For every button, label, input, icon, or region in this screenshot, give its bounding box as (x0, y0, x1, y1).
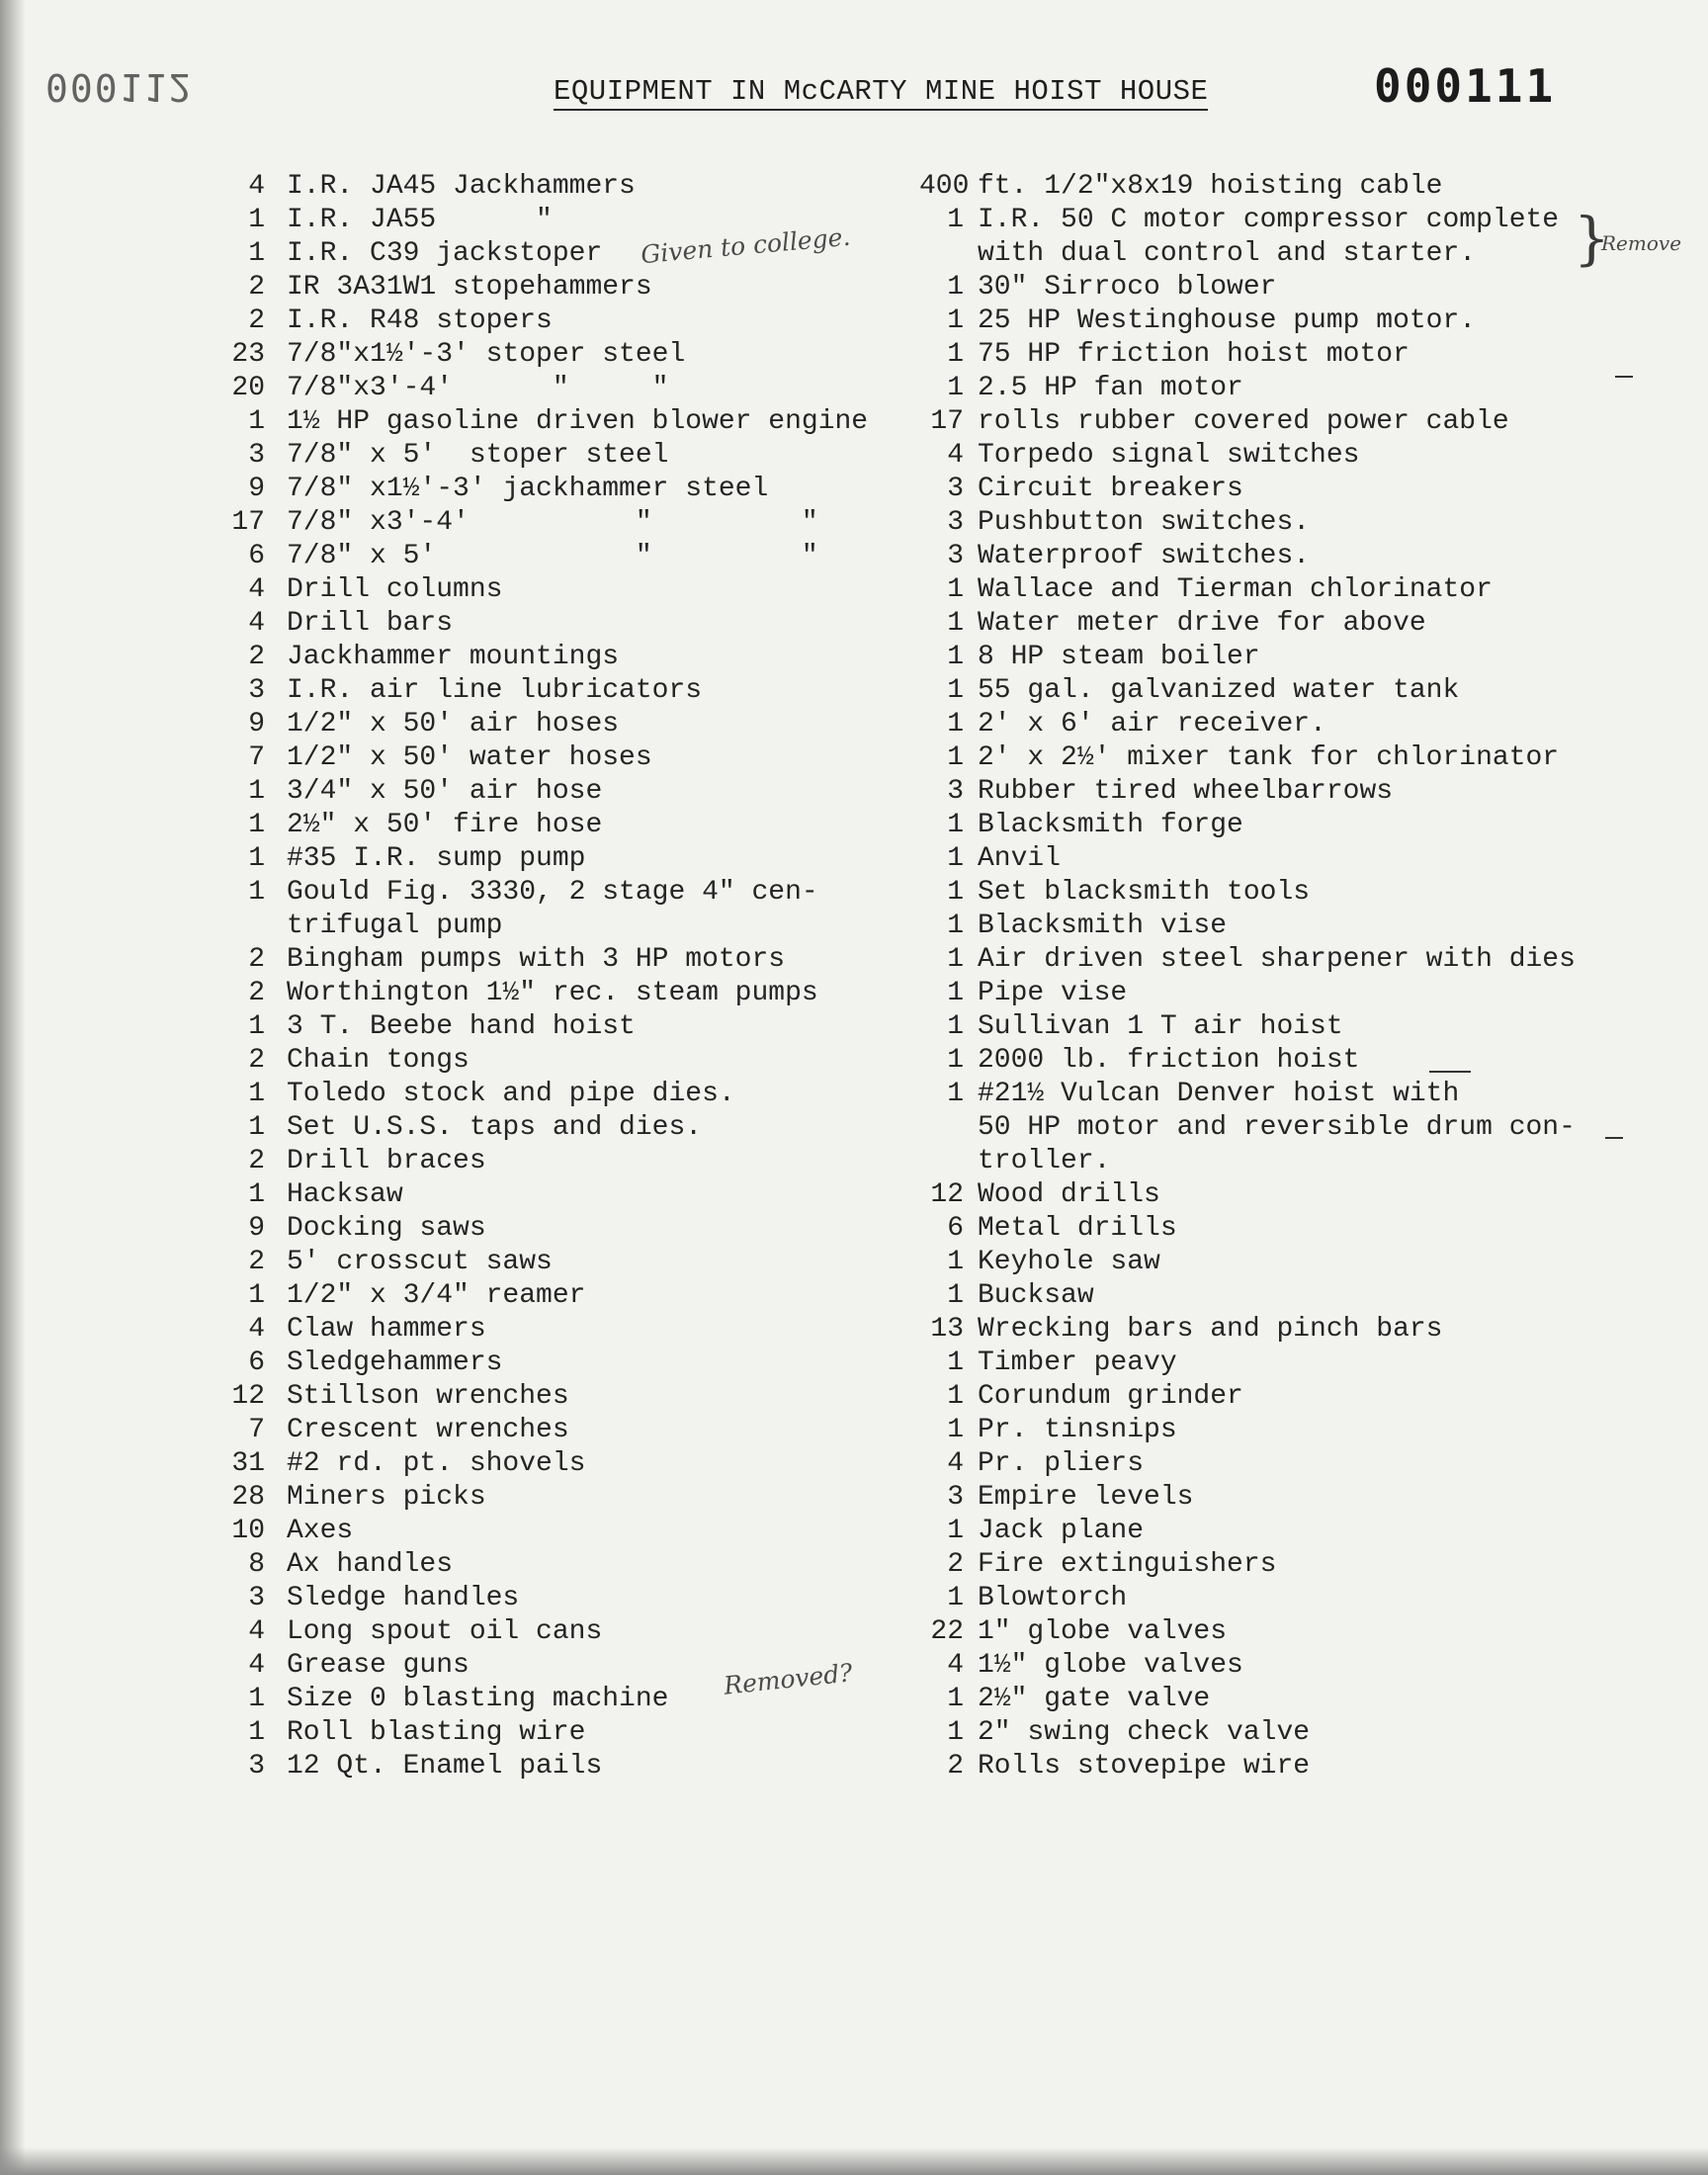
item-description: I.R. R48 stopers (287, 305, 553, 336)
item-quantity: 6 (248, 1348, 265, 1378)
list-item (919, 876, 1601, 910)
item-quantity: 1 (248, 1079, 265, 1109)
item-description: Rubber tired wheelbarrows (978, 776, 1394, 807)
list-item (215, 876, 907, 910)
page-number-stamp-right: 000111 (1374, 59, 1557, 113)
list-item (215, 1447, 907, 1481)
item-quantity: 1 (947, 843, 964, 874)
item-quantity: 1 (248, 1684, 265, 1714)
list-item (919, 1716, 1601, 1750)
item-quantity: 6 (248, 541, 265, 571)
item-quantity: 9 (248, 474, 265, 504)
list-item (919, 977, 1601, 1010)
item-description: Drill braces (287, 1146, 486, 1176)
list-item (215, 674, 907, 708)
item-quantity: 1 (947, 1280, 964, 1311)
item-description: Wallace and Tierman chlorinator (978, 574, 1493, 605)
item-quantity: 7 (248, 1415, 265, 1445)
item-quantity: 1 (947, 1415, 964, 1445)
list-item (919, 1347, 1601, 1380)
item-description: Blowtorch (978, 1583, 1128, 1613)
item-quantity: 2 (248, 1146, 265, 1176)
item-description: #2 rd. pt. shovels (287, 1448, 586, 1479)
item-quantity: 23 (231, 339, 265, 370)
item-description: 8 HP steam boiler (978, 642, 1260, 672)
margin-tick-mark (1605, 1137, 1623, 1139)
item-quantity: 1 (947, 944, 964, 975)
item-description: Keyhole saw (978, 1247, 1160, 1277)
item-description: 2000 lb. friction hoist (978, 1045, 1360, 1076)
item-quantity: 9 (248, 709, 265, 740)
item-description: Sledge handles (287, 1583, 520, 1613)
brace-mark: } (1574, 205, 1610, 272)
item-quantity: 1 (947, 205, 964, 235)
item-description: #21½ Vulcan Denver hoist with (978, 1079, 1460, 1109)
list-item (215, 1313, 907, 1347)
list-item (215, 842, 907, 876)
item-quantity: 1 (248, 843, 265, 874)
item-description: Fire extinguishers (978, 1549, 1277, 1580)
list-item (215, 540, 907, 573)
list-item (215, 1010, 907, 1044)
list-item (919, 641, 1601, 674)
list-item (215, 170, 907, 204)
list-item (215, 1515, 907, 1548)
item-quantity: 4 (947, 1650, 964, 1681)
list-item (919, 1582, 1601, 1615)
item-quantity: 3 (947, 776, 964, 807)
list-item (215, 1548, 907, 1582)
list-item (215, 1615, 907, 1649)
item-quantity: 2 (248, 978, 265, 1008)
item-description: 50 HP motor and reversible drum con- (978, 1112, 1576, 1143)
list-item (215, 1582, 907, 1615)
list-item (215, 741, 907, 775)
margin-tick-mark (1429, 1071, 1471, 1073)
item-description: Torpedo signal switches (978, 440, 1360, 471)
list-item (919, 372, 1601, 405)
item-description: 2.5 HP fan motor (978, 373, 1243, 403)
item-quantity: 1 (947, 1717, 964, 1748)
list-item (919, 506, 1601, 540)
list-item (215, 607, 907, 641)
item-description: 5' crosscut saws (287, 1247, 553, 1277)
list-item (215, 1380, 907, 1414)
item-description: Water meter drive for above (978, 608, 1426, 639)
item-description: 1½ HP gasoline driven blower engine (287, 406, 869, 437)
list-item (215, 1111, 907, 1145)
list-item (919, 1044, 1601, 1078)
item-quantity: 3 (947, 507, 964, 538)
item-description: Pushbutton switches. (978, 507, 1311, 538)
item-description: 7/8"x1½'-3' stoper steel (287, 339, 686, 370)
item-description: Drill columns (287, 574, 503, 605)
item-description: Crescent wrenches (287, 1415, 569, 1445)
item-quantity: 17 (231, 507, 265, 538)
list-item (919, 338, 1601, 372)
item-quantity: 3 (248, 675, 265, 706)
item-quantity: 1 (248, 1717, 265, 1748)
list-item (919, 1010, 1601, 1044)
item-quantity: 4 (248, 574, 265, 605)
item-quantity: 4 (248, 1616, 265, 1647)
margin-tick-mark (1615, 376, 1633, 378)
item-quantity: 1 (947, 608, 964, 639)
item-description: Waterproof switches. (978, 541, 1311, 571)
item-description: 1/2" x 3/4" reamer (287, 1280, 586, 1311)
item-quantity: 1 (248, 776, 265, 807)
item-description: Gould Fig. 3330, 2 stage 4" cen- (287, 877, 818, 908)
item-quantity: 8 (248, 1549, 265, 1580)
item-quantity: 9 (248, 1213, 265, 1244)
item-description: Miners picks (287, 1482, 486, 1513)
item-description: Blacksmith vise (978, 911, 1228, 941)
list-item (919, 439, 1601, 473)
item-description: 7/8"x3'-4' " " (287, 373, 669, 403)
list-item (919, 1078, 1601, 1111)
list-item (919, 943, 1601, 977)
item-description: Toledo stock and pipe dies. (287, 1079, 735, 1109)
item-description: Anvil (978, 843, 1062, 874)
item-quantity: 1 (947, 1348, 964, 1378)
list-item (215, 372, 907, 405)
item-quantity: 7 (248, 742, 265, 773)
item-quantity: 2 (947, 1549, 964, 1580)
item-description: 1" globe valves (978, 1616, 1228, 1647)
item-description: Sullivan 1 T air hoist (978, 1011, 1343, 1042)
item-description: Size 0 blasting machine (287, 1684, 669, 1714)
item-quantity: 1 (947, 272, 964, 303)
item-quantity: 4 (947, 1448, 964, 1479)
item-description: Air driven steel sharpener with dies (978, 944, 1576, 975)
item-quantity: 1 (947, 1516, 964, 1546)
list-item (919, 741, 1601, 775)
item-quantity: 10 (231, 1516, 265, 1546)
item-quantity: 1 (947, 1079, 964, 1109)
list-item (919, 573, 1601, 607)
handwritten-note-college: Given to college. (640, 221, 852, 270)
item-quantity: 1 (947, 675, 964, 706)
item-description: Bucksaw (978, 1280, 1094, 1311)
list-item (919, 1750, 1601, 1784)
list-item (919, 1515, 1601, 1548)
list-item (215, 910, 907, 943)
list-item (215, 1246, 907, 1279)
item-quantity: 1 (248, 205, 265, 235)
item-description: 2" swing check valve (978, 1717, 1311, 1748)
item-description: Corundum grinder (978, 1381, 1243, 1412)
item-description: I.R. air line lubricators (287, 675, 703, 706)
item-quantity: 1 (947, 742, 964, 773)
list-item (919, 1649, 1601, 1683)
item-description: Drill bars (287, 608, 454, 639)
list-item (215, 473, 907, 506)
item-description: ft. 1/2"x8x19 hoisting cable (978, 171, 1443, 202)
item-quantity (919, 237, 964, 271)
list-item (919, 674, 1601, 708)
item-quantity: 1 (248, 238, 265, 269)
item-description: Wood drills (978, 1179, 1160, 1210)
list-item (215, 506, 907, 540)
list-item (215, 271, 907, 304)
item-quantity: 17 (930, 406, 964, 437)
list-item (919, 1279, 1601, 1313)
item-quantity: 2 (248, 944, 265, 975)
item-quantity: 12 (231, 1381, 265, 1412)
item-quantity: 6 (947, 1213, 964, 1244)
item-quantity: 2 (248, 1045, 265, 1076)
item-quantity: 1 (248, 1112, 265, 1143)
item-description: Docking saws (287, 1213, 486, 1244)
item-description: Timber peavy (978, 1348, 1177, 1378)
list-item (215, 573, 907, 607)
list-item (919, 204, 1601, 237)
item-description: 2' x 6' air receiver. (978, 709, 1326, 740)
item-description: 30" Sirroco blower (978, 272, 1277, 303)
item-quantity: 1 (947, 877, 964, 908)
item-quantity: 1 (947, 305, 964, 336)
handwritten-note-remove: Remove (1601, 231, 1682, 255)
item-description: 7/8" x3'-4' " " (287, 507, 818, 538)
item-description: with dual control and starter. (978, 238, 1477, 269)
item-description: I.R. JA45 Jackhammers (287, 171, 636, 202)
list-item (919, 1380, 1601, 1414)
item-description: 12 Qt. Enamel pails (287, 1751, 603, 1782)
item-description: Stillson wrenches (287, 1381, 569, 1412)
list-item (919, 1615, 1601, 1649)
item-quantity: 1 (947, 1011, 964, 1042)
item-description: Pr. tinsnips (978, 1415, 1177, 1445)
item-quantity: 1 (947, 1247, 964, 1277)
list-item (919, 1178, 1601, 1212)
item-description: Set U.S.S. taps and dies. (287, 1112, 703, 1143)
item-quantity: 1 (248, 1280, 265, 1311)
item-quantity: 3 (248, 1583, 265, 1613)
item-quantity: 1 (248, 406, 265, 437)
item-quantity: 4 (248, 1650, 265, 1681)
item-description: Ax handles (287, 1549, 454, 1580)
item-quantity: 1 (248, 1179, 265, 1210)
page-number-stamp-left: 000112 (45, 65, 194, 109)
item-description: troller. (978, 1146, 1111, 1176)
list-item (919, 271, 1601, 304)
list-item (919, 540, 1601, 573)
item-quantity: 1 (947, 1381, 964, 1412)
item-quantity: 1 (248, 810, 265, 840)
item-description: Grease guns (287, 1650, 470, 1681)
item-quantity: 2 (248, 272, 265, 303)
list-item (215, 1178, 907, 1212)
list-item (919, 1447, 1601, 1481)
item-description: 1/2" x 50' air hoses (287, 709, 620, 740)
list-item (919, 775, 1601, 809)
item-description: 2½" x 50' fire hose (287, 810, 603, 840)
list-item (919, 405, 1601, 439)
item-quantity: 1 (947, 373, 964, 403)
item-description: 7/8" x 5' " " (287, 541, 818, 571)
item-description: Sledgehammers (287, 1348, 503, 1378)
item-description: Set blacksmith tools (978, 877, 1311, 908)
item-description: Roll blasting wire (287, 1717, 586, 1748)
item-quantity: 28 (231, 1482, 265, 1513)
item-description: I.R. 50 C motor compressor complete (978, 205, 1560, 235)
list-item (215, 338, 907, 372)
list-item (215, 1481, 907, 1515)
item-description: Pr. pliers (978, 1448, 1145, 1479)
list-item (215, 1212, 907, 1246)
item-quantity: 3 (248, 440, 265, 471)
item-quantity: 4 (947, 440, 964, 471)
list-item (919, 607, 1601, 641)
item-description: Hacksaw (287, 1179, 403, 1210)
list-item (919, 1246, 1601, 1279)
item-description: 55 gal. galvanized water tank (978, 675, 1460, 706)
item-quantity: 4 (248, 171, 265, 202)
handwritten-note-removed: Removed? (722, 1658, 854, 1700)
list-item (919, 237, 1601, 271)
item-description: Metal drills (978, 1213, 1177, 1244)
list-item (919, 304, 1601, 338)
item-quantity: 22 (930, 1616, 964, 1647)
item-description: 3/4" x 50' air hose (287, 776, 603, 807)
item-description: #35 I.R. sump pump (287, 843, 586, 874)
item-quantity: 1 (947, 1684, 964, 1714)
item-quantity: 4 (248, 608, 265, 639)
item-description: trifugal pump (287, 911, 503, 941)
item-description: 1/2" x 50' water hoses (287, 742, 652, 773)
item-quantity: 400 (919, 171, 970, 202)
list-item (919, 842, 1601, 876)
item-quantity: 3 (947, 541, 964, 571)
page-title: EQUIPMENT IN McCARTY MINE HOIST HOUSE (554, 75, 1208, 111)
item-description: Claw hammers (287, 1314, 486, 1345)
list-item (919, 1683, 1601, 1716)
item-quantity: 1 (947, 642, 964, 672)
item-description: Circuit breakers (978, 474, 1243, 504)
item-description: Rolls stovepipe wire (978, 1751, 1311, 1782)
item-quantity (215, 910, 265, 943)
item-description: 3 T. Beebe hand hoist (287, 1011, 636, 1042)
list-item (215, 1145, 907, 1178)
item-quantity: 1 (947, 1583, 964, 1613)
item-quantity: 1 (947, 911, 964, 941)
item-quantity: 1 (947, 978, 964, 1008)
item-description: Long spout oil cans (287, 1616, 603, 1647)
item-description: Blacksmith forge (978, 810, 1243, 840)
list-item (215, 1414, 907, 1447)
item-description: Empire levels (978, 1482, 1194, 1513)
list-item (919, 1481, 1601, 1515)
list-item (215, 439, 907, 473)
item-quantity: 1 (947, 1045, 964, 1076)
list-item (919, 708, 1601, 741)
list-item (919, 1548, 1601, 1582)
item-description: Wrecking bars and pinch bars (978, 1314, 1443, 1345)
equipment-list-left (215, 170, 907, 1784)
item-quantity: 1 (947, 709, 964, 740)
item-quantity: 2 (248, 642, 265, 672)
list-item (919, 473, 1601, 506)
list-item (215, 1347, 907, 1380)
item-description: 75 HP friction hoist motor (978, 339, 1409, 370)
list-item (919, 809, 1601, 842)
item-description: Axes (287, 1516, 354, 1546)
item-description: 7/8" x1½'-3' jackhammer steel (287, 474, 769, 504)
list-item (919, 1145, 1601, 1178)
item-quantity: 13 (930, 1314, 964, 1345)
item-description: Bingham pumps with 3 HP motors (287, 944, 786, 975)
item-description: IR 3A31W1 stopehammers (287, 272, 652, 303)
item-description: Pipe vise (978, 978, 1128, 1008)
list-item (919, 1212, 1601, 1246)
item-quantity: 3 (248, 1751, 265, 1782)
item-description: Chain tongs (287, 1045, 470, 1076)
item-quantity (919, 1145, 964, 1178)
item-description: rolls rubber covered power cable (978, 406, 1509, 437)
item-description: I.R. JA55 " (287, 205, 553, 235)
list-item (215, 1716, 907, 1750)
list-item (215, 775, 907, 809)
item-quantity: 1 (248, 1011, 265, 1042)
list-item (215, 304, 907, 338)
item-quantity: 1 (947, 339, 964, 370)
item-quantity: 2 (947, 1751, 964, 1782)
list-item (215, 977, 907, 1010)
list-item (919, 170, 1601, 204)
list-item (919, 1313, 1601, 1347)
list-item (919, 1111, 1601, 1145)
list-item (215, 1044, 907, 1078)
item-quantity: 2 (248, 305, 265, 336)
list-item (215, 641, 907, 674)
list-item (919, 1414, 1601, 1447)
item-description: I.R. C39 jackstoper (287, 238, 603, 269)
list-item (215, 1750, 907, 1784)
item-description: Worthington 1½" rec. steam pumps (287, 978, 818, 1008)
list-item (215, 708, 907, 741)
item-quantity: 20 (231, 373, 265, 403)
item-quantity: 4 (248, 1314, 265, 1345)
item-description: 7/8" x 5' stoper steel (287, 440, 669, 471)
item-quantity: 1 (947, 574, 964, 605)
item-description: 25 HP Westinghouse pump motor. (978, 305, 1477, 336)
item-quantity: 3 (947, 1482, 964, 1513)
item-description: 2½" gate valve (978, 1684, 1211, 1714)
equipment-list-right (919, 170, 1601, 1784)
item-quantity: 1 (248, 877, 265, 908)
item-quantity: 12 (930, 1179, 964, 1210)
item-description: 2' x 2½' mixer tank for chlorinator (978, 742, 1560, 773)
list-item (215, 405, 907, 439)
item-quantity (919, 1111, 964, 1145)
list-item (215, 943, 907, 977)
list-item (919, 910, 1601, 943)
list-item (215, 1279, 907, 1313)
item-description: Jack plane (978, 1516, 1145, 1546)
item-quantity: 2 (248, 1247, 265, 1277)
item-description: Jackhammer mountings (287, 642, 620, 672)
list-item (215, 1078, 907, 1111)
item-quantity: 31 (231, 1448, 265, 1479)
item-description: 1½" globe valves (978, 1650, 1243, 1681)
item-quantity: 1 (947, 810, 964, 840)
item-quantity: 3 (947, 474, 964, 504)
list-item (215, 809, 907, 842)
